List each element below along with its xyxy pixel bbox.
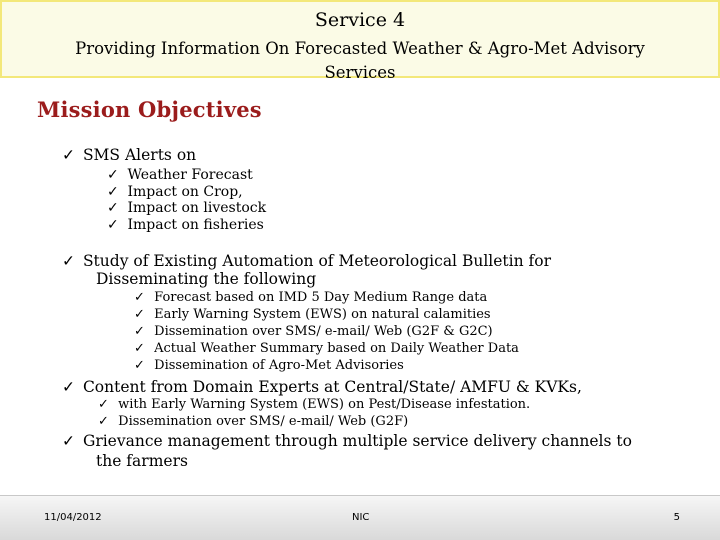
checkmark-icon: ✓ [62, 146, 75, 164]
sub-bullet: ✓ Actual Weather Summary based on Daily Weather Data [134, 341, 519, 356]
checkmark-icon: ✓ [107, 184, 119, 200]
sub-bullet: ✓ Dissemination of Agro-Met Advisories [134, 358, 404, 373]
checkmark-icon: ✓ [62, 432, 75, 450]
checkmark-icon: ✓ [62, 252, 75, 270]
footer-date: 11/04/2012 [44, 512, 102, 523]
slide-footer [0, 495, 720, 540]
sub-bullet: ✓ Impact on livestock [107, 200, 267, 216]
checkmark-icon: ✓ [107, 167, 119, 183]
bullet-study-line2: Disseminating the following [96, 270, 317, 288]
footer-org: NIC [352, 512, 370, 523]
checkmark-icon: ✓ [98, 414, 109, 429]
sub-bullet: ✓ Early Warning System (EWS) on natural calamities [134, 307, 491, 322]
footer-page-number: 5 [673, 512, 680, 523]
bullet-grievance-line2: the farmers [96, 452, 188, 470]
slide-subtitle-line2: Services [324, 63, 396, 82]
checkmark-icon: ✓ [134, 341, 145, 356]
slide-subtitle-line1: Providing Information On Forecasted Weather & Agro-Met Advisory [75, 39, 645, 58]
bullet-grievance: ✓ Grievance management through multiple service delivery channels to [62, 432, 632, 450]
sub-bullet: ✓ Impact on Crop, [107, 184, 243, 200]
sub-bullet: ✓ Dissemination over SMS/ e-mail/ Web (G2F & G2C) [134, 324, 493, 339]
bullet-study: ✓ Study of Existing Automation of Meteorological Bulletin for [62, 252, 551, 270]
checkmark-icon: ✓ [134, 307, 145, 322]
sub-bullet: ✓ Forecast based on IMD 5 Day Medium Range data [134, 290, 488, 305]
checkmark-icon: ✓ [134, 324, 145, 339]
bullet-sms-alerts [62, 146, 196, 164]
sub-bullet: ✓ Weather Forecast [107, 167, 253, 183]
checkmark-icon: ✓ [107, 200, 119, 216]
sub-bullet: ✓ Impact on fisheries [107, 217, 264, 233]
section-heading: Mission Objectives [37, 97, 262, 122]
checkmark-icon: ✓ [62, 378, 75, 396]
slide-title: Service 4 [314, 9, 406, 31]
sub-bullet: ✓ with Early Warning System (EWS) on Pest/Disease infestation. [98, 397, 531, 412]
checkmark-icon: ✓ [107, 217, 119, 233]
bullet-label: SMS Alerts on [82, 146, 197, 164]
slide-header [0, 0, 720, 82]
checkmark-icon: ✓ [134, 358, 145, 373]
bullet-content: ✓ Content from Domain Experts at Central/State/ AMFU & KVKs, [62, 378, 582, 396]
checkmark-icon: ✓ [134, 290, 145, 305]
checkmark-icon: ✓ [98, 397, 109, 412]
sub-bullet: ✓ Dissemination over SMS/ e-mail/ Web (G2F) [98, 414, 409, 429]
